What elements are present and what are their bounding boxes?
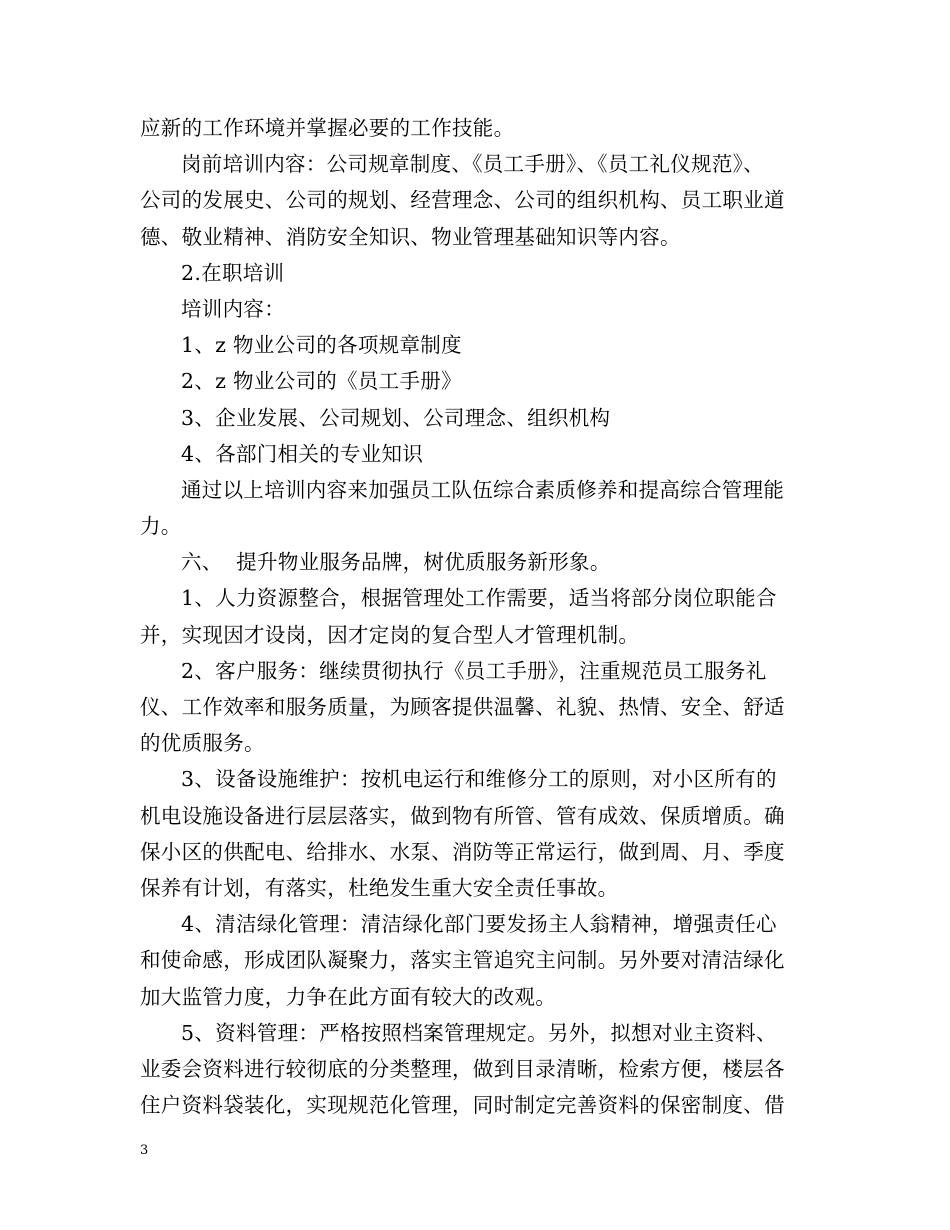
text-line: 保养有计划，有落实，杜绝发生重大安全责任事故。 <box>140 875 619 900</box>
text-line: 仪、工作效率和服务质量，为顾客提供温馨、礼貌、热情、安全、舒适 <box>140 695 785 719</box>
text-line: 3、设备设施维护：按机电运行和维修分工的原则，对小区所有的 <box>181 767 777 792</box>
text-line: 业委会资料进行较彻底的分类整理，做到目录清晰，检索方便，楼层各 <box>140 1056 785 1081</box>
page-number: 3 <box>140 1143 149 1158</box>
text-line: 应新的工作环境并掌握必要的工作技能。 <box>140 116 515 140</box>
text-line: 保小区的供配电、给排水、水泵、消防等正常运行，做到周、月、季度 <box>140 839 785 864</box>
text-line: 和使命感，形成团队凝聚力，落实主管追究主问制。另外要对清洁绿化 <box>140 948 785 973</box>
text-line: 2、客户服务：继续贯彻执行《员工手册》，注重规范员工服务礼 <box>181 658 767 683</box>
list-item: 1、z 物业公司的各项规章制度 <box>181 333 462 358</box>
text-line: 通过以上培训内容来加强员工队伍综合素质修养和提高综合管理能 <box>181 477 785 502</box>
text-line: 的优质服务。 <box>140 731 265 756</box>
text-line: 5、资料管理：严格按照档案管理规定。另外，拟想对业主资料、 <box>181 1020 777 1045</box>
list-item: 2、z 物业公司的《员工手册》 <box>181 369 462 394</box>
document-body <box>140 110 820 1123</box>
text-line: 岗前培训内容：公司规章制度、《员工手册》、《员工礼仪规范》、 <box>181 152 764 177</box>
list-item: 3、企业发展、公司规划、公司理念、组织机构 <box>181 405 611 430</box>
text-line: 住户资料袋装化，实现规范化管理，同时制定完善资料的保密制度、借 <box>140 1093 785 1118</box>
text-line: 1、人力资源整合，根据管理处工作需要，适当将部分岗位职能合 <box>181 586 777 611</box>
section-heading: 六、 提升物业服务品牌，树优质服务新形象。 <box>181 550 611 575</box>
text-line: 4、清洁绿化管理：清洁绿化部门要发扬主人翁精神，增强责任心 <box>181 912 777 937</box>
section-heading: 2.在职培训 <box>181 260 285 285</box>
text-line: 公司的发展史、公司的规划、经营理念、公司的组织机构、员工职业道 <box>140 188 785 213</box>
text-line: 并，实现因才设岗，因才定岗的复合型人才管理机制。 <box>140 622 640 647</box>
text-line: 机电设施设备进行层层落实，做到物有所管、管有成效、保质增质。确 <box>140 803 785 828</box>
text-line: 德、敬业精神、消防安全知识、物业管理基础知识等内容。 <box>140 224 681 249</box>
list-item: 4、各部门相关的专业知识 <box>181 441 424 466</box>
text-line: 力。 <box>140 514 182 539</box>
text-line: 加大监管力度，力争在此方面有较大的改观。 <box>140 984 556 1009</box>
text-line: 培训内容： <box>181 296 285 321</box>
